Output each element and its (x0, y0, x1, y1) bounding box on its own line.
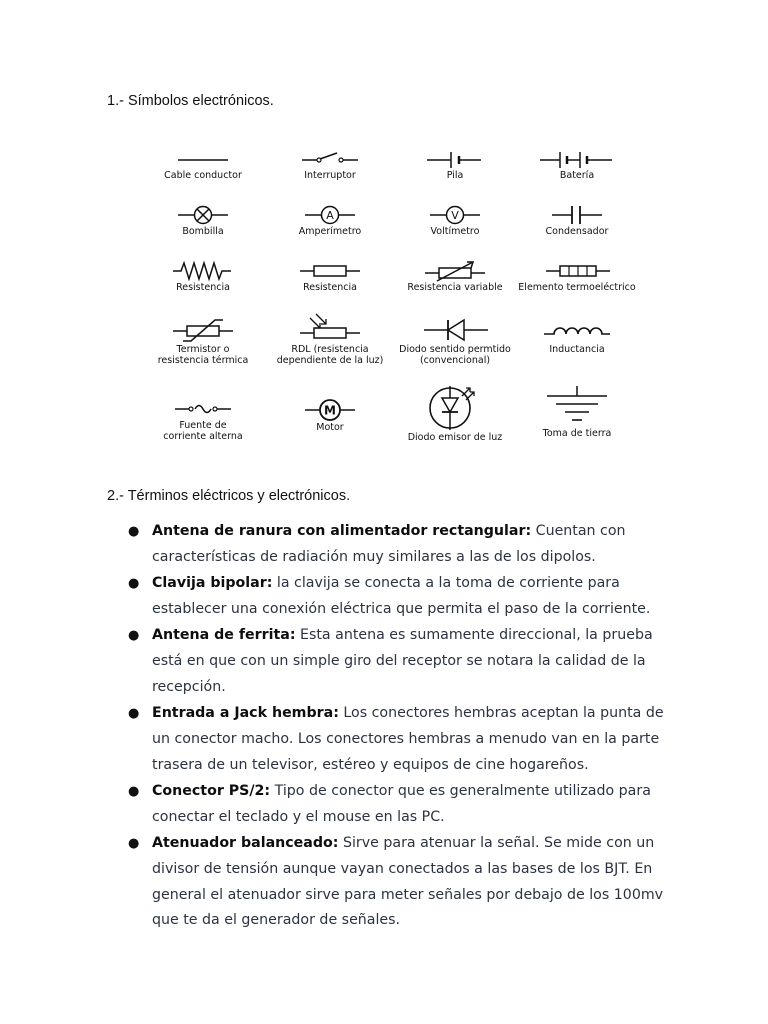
switch-icon (290, 150, 370, 170)
svg-text:V: V (451, 209, 459, 222)
symbol-label: Bombilla (182, 226, 224, 237)
symbol-toma-tierra (507, 384, 647, 439)
ground-icon (532, 384, 622, 428)
bullet-icon: ● (128, 783, 140, 799)
symbol-voltimetro (385, 204, 525, 237)
symbol-fuente-alterna (133, 398, 273, 442)
list-item (128, 831, 668, 934)
bullet-icon: ● (128, 576, 140, 592)
symbol-label: Resistencia variable (407, 282, 503, 293)
ldr-icon (290, 312, 370, 344)
cell-icon (415, 150, 495, 170)
symbol-pila (385, 150, 525, 181)
symbol-bateria (507, 150, 647, 181)
symbol-label: Diodo sentido permtido (convencional) (399, 344, 511, 366)
inductor-icon (532, 314, 622, 344)
symbol-label: Amperímetro (298, 226, 362, 237)
term-definition: Tipo de conector que es generalmente utilizado para conectar el teclado y el mouse en las PC. (152, 782, 651, 825)
symbol-resistencia-box (260, 260, 400, 293)
symbol-elemento-termoelectrico (507, 260, 647, 293)
symbol-inductancia (507, 314, 647, 355)
symbol-label: Voltímetro (430, 226, 480, 237)
led-icon (410, 380, 500, 432)
term-definition: Sirve para atenuar la señal. Se mide con un divisor de tensión aunque vayan conectados a las bases de los BJT. En general el atenuador sirve para meter señales por debajo de los 100mv que te da el generador de señales. (152, 835, 664, 929)
symbol-label: Resistencia (176, 282, 230, 293)
symbol-label: Fuente de corriente alterna (163, 420, 243, 442)
section-heading-terms: 2.- Términos eléctricos y electrónicos. (107, 488, 351, 504)
battery-icon (532, 150, 622, 170)
ammeter-icon (290, 204, 370, 226)
symbol-label: Inductancia (549, 344, 605, 355)
term-name: Atenuador balanceado: (152, 835, 339, 852)
list-item (128, 701, 668, 778)
lamp-icon (163, 204, 243, 226)
term-definition: Esta antena es sumamente direccional, la prueba está en que con un simple giro del receptor se notara la calidad de la recepción. (152, 627, 653, 695)
symbol-interruptor (260, 150, 400, 181)
ac-source-icon (163, 398, 243, 420)
list-item (128, 779, 668, 831)
symbol-label: Diodo emisor de luz (407, 432, 503, 443)
symbol-diodo (385, 314, 525, 366)
wire-icon (163, 150, 243, 170)
list-item (128, 571, 668, 623)
symbol-resistencia-variable (385, 260, 525, 293)
symbol-condensador (507, 204, 647, 237)
bullet-icon: ● (128, 628, 140, 644)
symbol-label: Batería (559, 170, 595, 181)
svg-text:M: M (324, 403, 336, 418)
symbol-label: Toma de tierra (542, 428, 612, 439)
resistor-zigzag-icon (163, 260, 243, 282)
symbol-label: Motor (316, 422, 344, 433)
voltmeter-icon (415, 204, 495, 226)
variable-resistor-icon (415, 260, 495, 282)
term-name: Clavija bipolar: (152, 575, 273, 592)
term-definition: la clavija se conecta a la toma de corriente para establecer una conexión eléctrica que permita el paso de la corriente. (152, 575, 651, 617)
symbol-label: Cable conductor (164, 170, 242, 181)
symbol-label: Pila (446, 170, 464, 181)
symbol-label: Elemento termoeléctrico (518, 282, 636, 293)
section-heading-symbols: 1.- Símbolos electrónicos. (107, 93, 274, 109)
symbol-resistencia-zigzag (133, 260, 273, 293)
symbol-grid (0, 0, 768, 470)
terms-list (128, 519, 668, 935)
bullet-icon: ● (128, 836, 140, 852)
symbol-motor (260, 398, 400, 433)
motor-icon (290, 398, 370, 422)
resistor-box-icon (290, 260, 370, 282)
symbol-label: Interruptor (304, 170, 356, 181)
diode-icon (410, 314, 500, 344)
term-definition: Los conectores hembras aceptan la punta de un conector macho. Los conectores hembras a menudo van en la parte trasera de un televisor, estéreo y equipos de cine hogareños. (152, 705, 664, 773)
symbol-bombilla (133, 204, 273, 237)
term-name: Antena de ranura con alimentador rectangular: (152, 523, 532, 539)
list-item (128, 519, 668, 571)
symbol-label: Termistor o resistencia térmica (157, 344, 249, 366)
symbol-label: Condensador (545, 226, 609, 237)
capacitor-icon (532, 204, 622, 226)
term-name: Antena de ferrita: (152, 627, 296, 644)
symbol-termistor (133, 314, 273, 366)
bullet-icon: ● (128, 524, 140, 539)
symbol-label: RDL (resistencia dependiente de la luz) (276, 344, 384, 366)
term-name: Conector PS/2: (152, 782, 271, 799)
term-name: Entrada a Jack hembra: (152, 705, 339, 722)
list-item (128, 623, 668, 700)
bullet-icon: ● (128, 706, 140, 722)
term-definition: Cuentan con características de radiación muy similares a las de los dipolos. (152, 523, 626, 565)
thermoelectric-icon (532, 260, 622, 282)
symbol-led (385, 380, 525, 443)
thermistor-icon (163, 314, 243, 344)
symbol-label: Resistencia (303, 282, 357, 293)
symbol-amperimetro (260, 204, 400, 237)
symbol-rdl (260, 312, 400, 366)
symbol-cable-conductor (133, 150, 273, 181)
svg-text:A: A (326, 209, 334, 222)
